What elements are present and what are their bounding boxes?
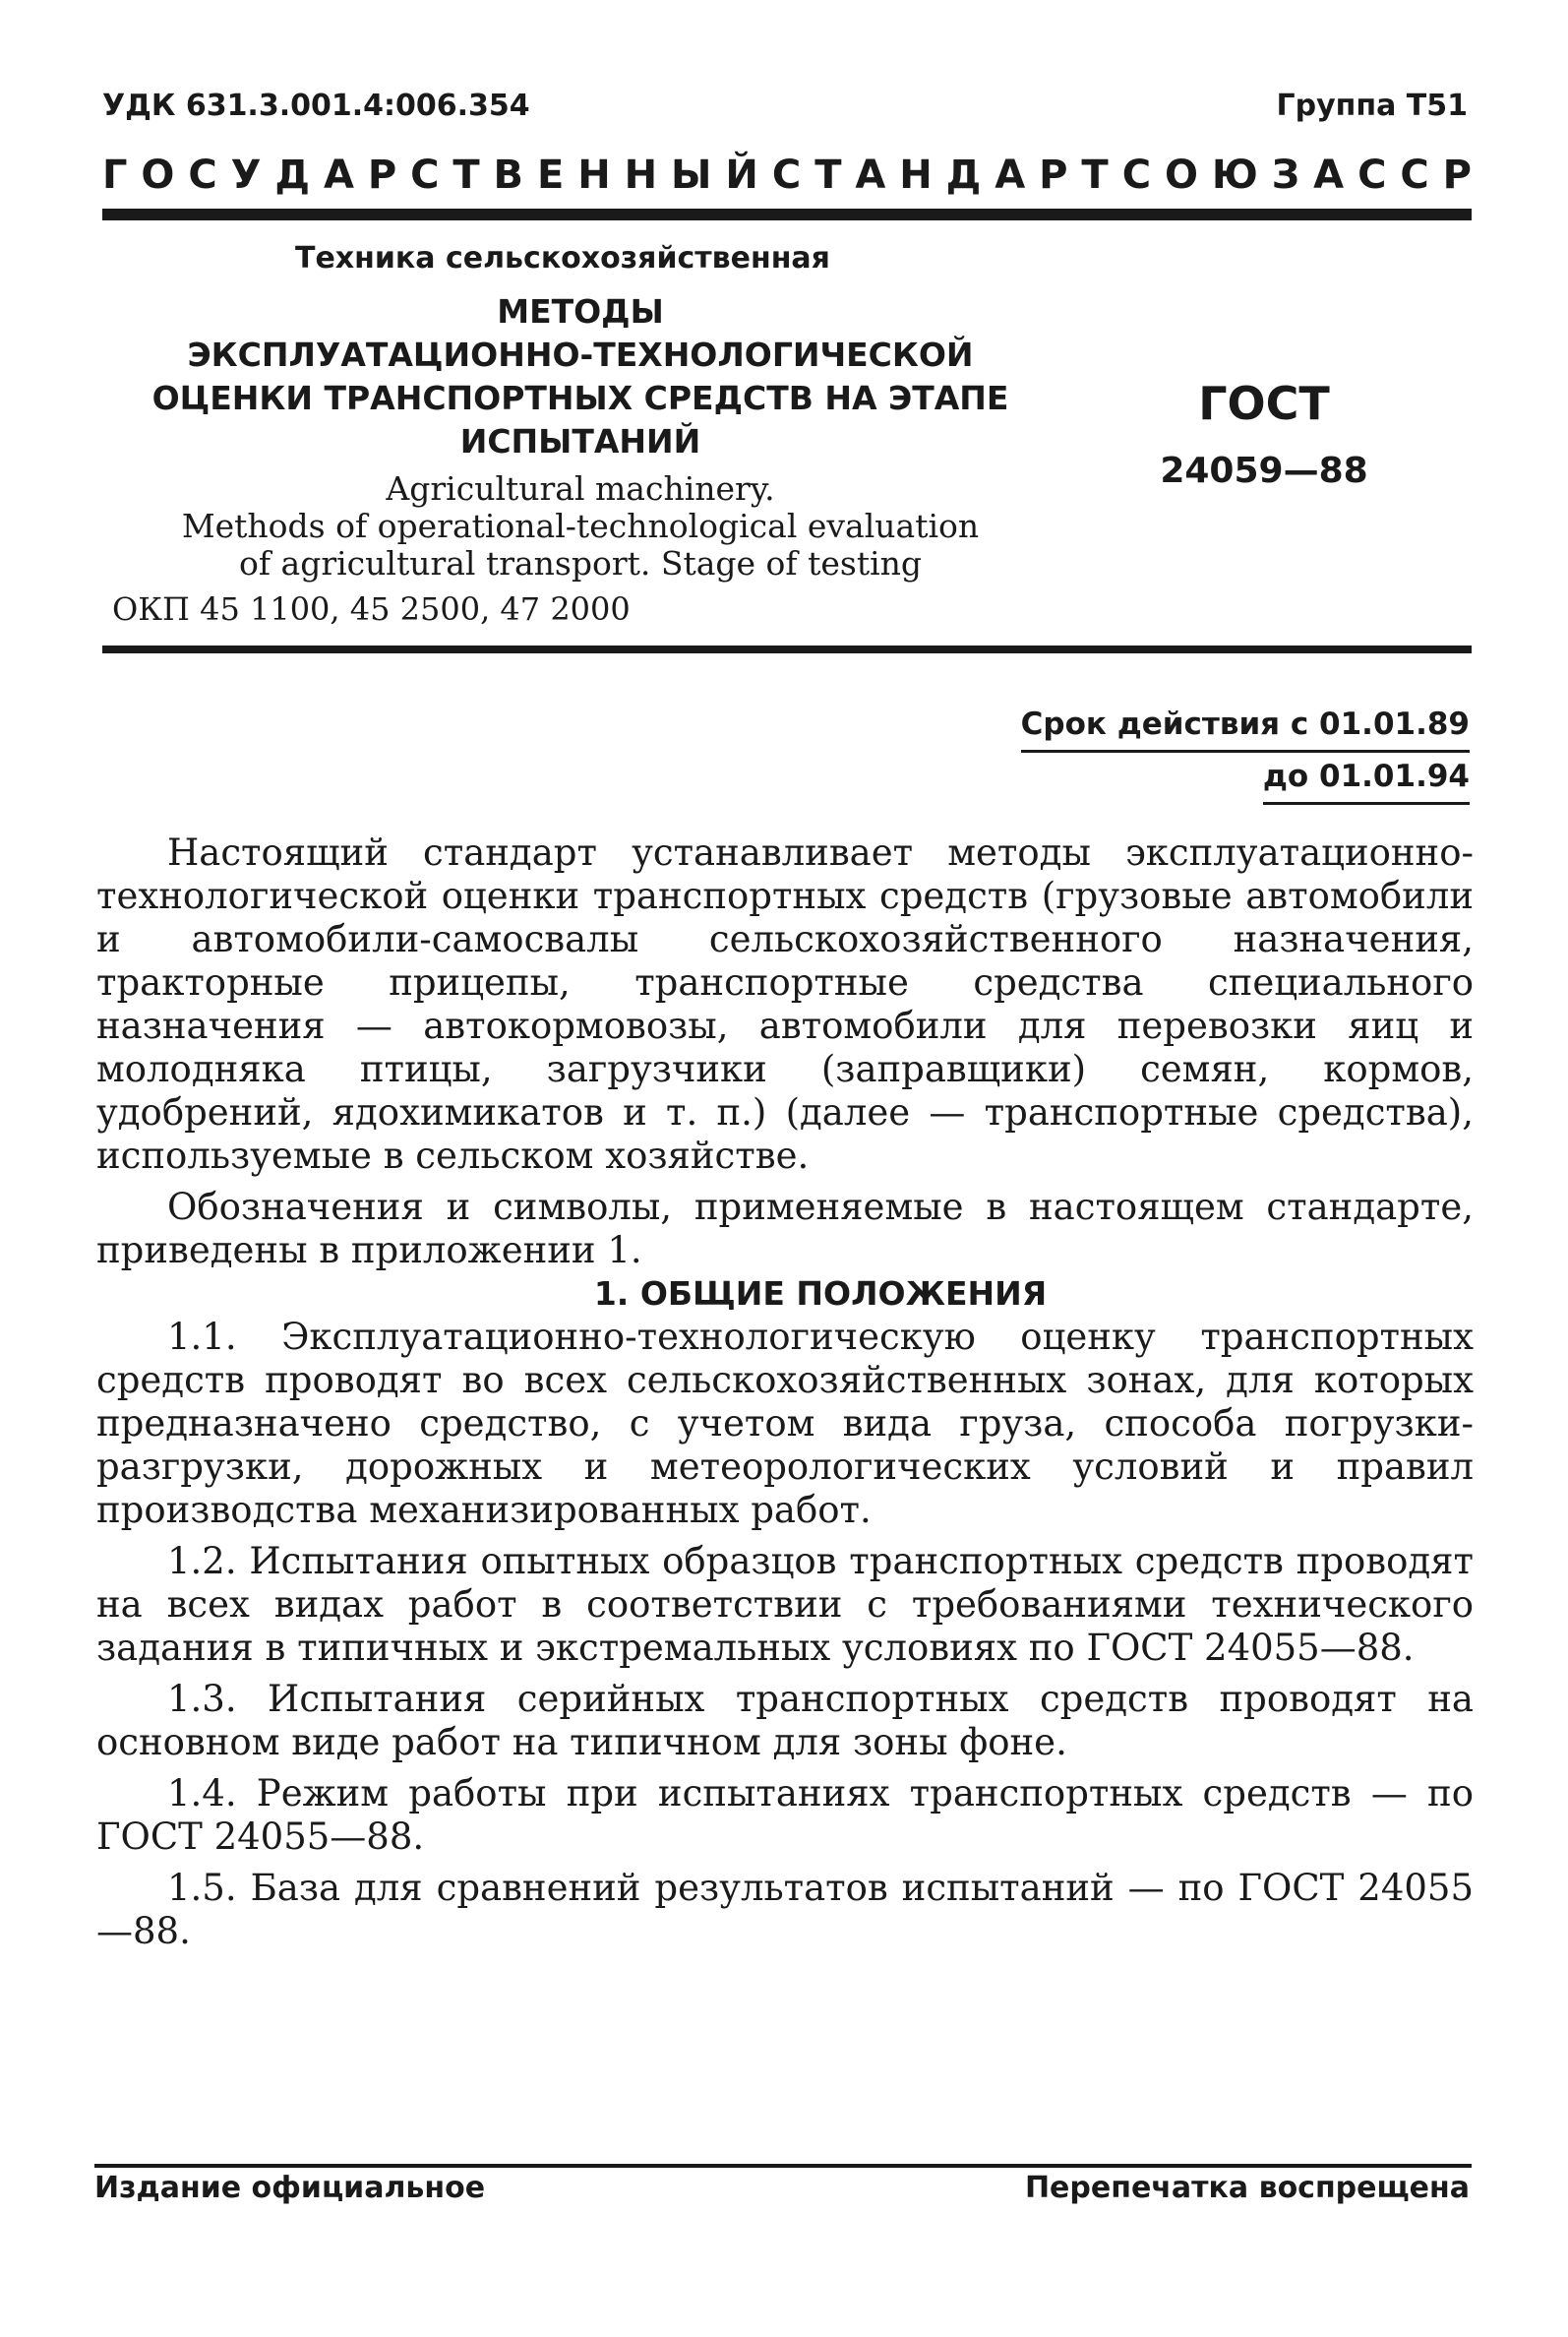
group-code: Группа Т51: [1276, 89, 1468, 123]
banner-word: Г О С У Д А Р С Т В Е Н Н Ы Й: [102, 153, 758, 198]
title-line: МЕТОДЫ: [497, 292, 664, 331]
clause-paragraph: 1.1. Эксплуатационно-технологическую оценку транспортных средств проводят во всех сельскохозяйственных зонах, для которых предназначено средство, с учетом вида груза, способа погрузки-разгрузки, дорожных и метеорологических условий и правил производства механизированных работ.: [96, 1316, 1474, 1531]
banner-word: С Т А Н Д А Р Т: [771, 153, 1109, 198]
validity-from: Срок действия с 01.01.89: [1021, 701, 1470, 753]
footer-divider: [94, 2164, 1472, 2168]
standard-title: [108, 290, 1053, 463]
middle-divider: [102, 646, 1472, 653]
gost-designation: [1156, 374, 1372, 496]
reprint-notice: Перепечатка воспрещена: [1024, 2171, 1470, 2205]
udk-code: УДК 631.3.001.4:006.354: [102, 89, 530, 123]
document-body: [96, 831, 1474, 1953]
validity-to: до 01.01.94: [1263, 753, 1470, 805]
title-line: ИСПЫТАНИЙ: [459, 422, 701, 461]
state-standard-banner: [102, 153, 1472, 198]
intro-paragraph: Настоящий стандарт устанавливает методы эксплуатационно-технологической оценки транспортных средств (грузовые автомобили и автомобили-самосвалы сельскохозяйственного назначения, тракторные прицепы, транспортные средства специального назначения — автокормовозы, автомобили для перевозки яиц и молодняка птицы, загрузчики (заправщики) семян, кормов, удобрений, ядохимикатов и т. п.) (далее — транспортные средства), используемые в сельском хозяйстве.: [96, 831, 1474, 1177]
clause-paragraph: 1.5. База для сравнений результатов испытаний — по ГОСТ 24055—88.: [96, 1867, 1474, 1952]
top-divider: [102, 209, 1472, 220]
banner-word: С С Р: [1357, 153, 1472, 198]
english-title-line: of agricultural transport. Stage of testing: [238, 544, 923, 583]
standard-subject: Техника сельскохозяйственная: [295, 241, 830, 276]
banner-word: С О Ю З А: [1121, 153, 1345, 198]
section-heading: 1. ОБЩИЕ ПОЛОЖЕНИЯ: [593, 1274, 1048, 1313]
title-line: ЭКСПЛУАТАЦИОННО-ТЕХНОЛОГИЧЕСКОЙ: [187, 336, 974, 374]
english-title-line: Agricultural machinery.: [386, 469, 775, 508]
validity-period: [1021, 701, 1470, 805]
clause-paragraph: 1.4. Режим работы при испытаниях транспортных средств — по ГОСТ 24055—88.: [96, 1772, 1474, 1858]
intro-paragraph: Обозначения и символы, применяемые в настоящем стандарте, приведены в приложении 1.: [96, 1186, 1474, 1271]
edition-note: Издание официальное: [94, 2171, 486, 2205]
gost-number: 24059—88: [1160, 451, 1368, 491]
gost-label: ГОСТ: [1198, 377, 1330, 430]
english-title: [108, 470, 1053, 583]
english-title-line: Methods of operational-technological evaluation: [181, 507, 980, 545]
title-line: ОЦЕНКИ ТРАНСПОРТНЫХ СРЕДСТВ НА ЭТАПЕ: [151, 379, 1009, 417]
clause-paragraph: 1.2. Испытания опытных образцов транспортных средств проводят на всех видах работ в соответствии с требованиями технического задания в типичных и экстремальных условиях по ГОСТ 24055—88.: [96, 1540, 1474, 1669]
clause-paragraph: 1.3. Испытания серийных транспортных средств проводят на основном виде работ на типичном для зоны фоне.: [96, 1678, 1474, 1763]
okp-codes: ОКП 45 1100, 45 2500, 47 2000: [112, 590, 631, 628]
